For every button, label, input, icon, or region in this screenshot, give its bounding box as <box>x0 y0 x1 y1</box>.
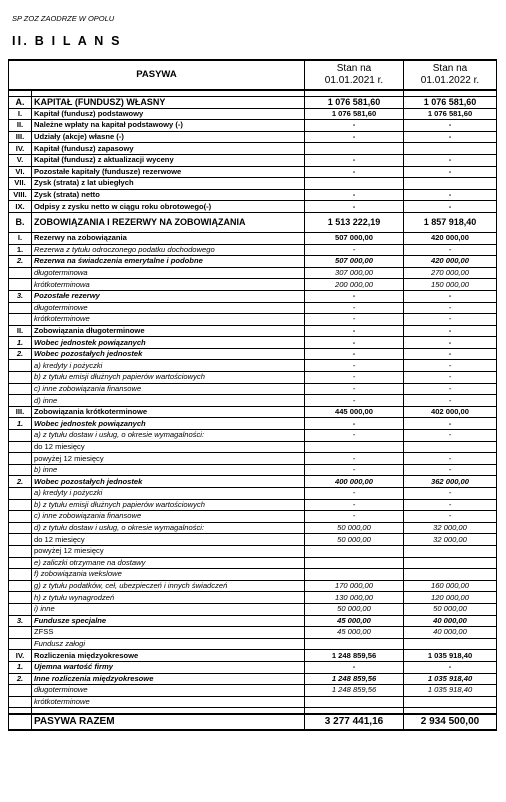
row-number: B. <box>9 212 32 232</box>
value-2022: - <box>404 302 497 314</box>
row-label: Pozostałe rezerwy <box>32 290 305 302</box>
value-2021: 45 000,00 <box>305 627 404 639</box>
value-2021: - <box>305 154 404 166</box>
value-2022: 40 000,00 <box>404 615 497 627</box>
table-row <box>9 580 497 592</box>
row-number: 1. <box>9 418 32 430</box>
value-2021: - <box>305 337 404 349</box>
table-row <box>9 511 497 523</box>
row-number <box>9 569 32 581</box>
row-number: IV. <box>9 143 32 155</box>
table-row <box>9 534 497 546</box>
value-2021 <box>305 441 404 453</box>
header-column-2022-line2: 01.01.2022 r. <box>420 75 480 86</box>
row-number <box>9 557 32 569</box>
value-2022: - <box>404 244 497 256</box>
value-2022: - <box>404 120 497 132</box>
row-number: I. <box>9 232 32 244</box>
row-number <box>9 441 32 453</box>
row-number <box>9 279 32 291</box>
row-label: Zobowiązania krótkoterminowe <box>32 406 305 418</box>
row-label: Fundusz załogi <box>32 638 305 650</box>
row-number: II. <box>9 325 32 337</box>
value-2021: - <box>305 325 404 337</box>
row-number <box>9 714 32 730</box>
row-number <box>9 580 32 592</box>
value-2022: - <box>404 189 497 201</box>
row-number <box>9 511 32 523</box>
row-number <box>9 360 32 372</box>
row-label: powyżej 12 miesięcy <box>32 545 305 557</box>
row-number <box>9 499 32 511</box>
row-number <box>9 267 32 279</box>
value-2022: 120 000,00 <box>404 592 497 604</box>
value-2022 <box>404 638 497 650</box>
row-label: Ujemna wartość firmy <box>32 661 305 673</box>
row-number <box>9 522 32 534</box>
value-2022: - <box>404 418 497 430</box>
value-2021: - <box>305 453 404 465</box>
row-label: Wobec pozostałych jednostek <box>32 348 305 360</box>
row-label: Wobec pozostałych jednostek <box>32 476 305 488</box>
value-2022: 1 035 918,40 <box>404 673 497 685</box>
table-row <box>9 557 497 569</box>
row-label: Odpisy z zysku netto w ciągu roku obrotowego(-) <box>32 201 305 213</box>
row-label: długoterminowa <box>32 267 305 279</box>
header-column-2022 <box>404 60 497 90</box>
table-row <box>9 569 497 581</box>
value-2022: - <box>404 290 497 302</box>
value-2021 <box>305 545 404 557</box>
value-2022 <box>404 178 497 190</box>
row-number: VII. <box>9 178 32 190</box>
row-number: III. <box>9 406 32 418</box>
row-label: PASYWA RAZEM <box>32 714 305 730</box>
row-number: IX. <box>9 201 32 213</box>
total-row <box>9 714 497 730</box>
row-number: IV. <box>9 650 32 662</box>
value-2022 <box>404 569 497 581</box>
value-2021 <box>305 696 404 708</box>
organization-name: SP ZOZ ZAODRZE W OPOLU <box>12 14 115 23</box>
table-header-row <box>9 60 497 90</box>
value-2021: - <box>305 166 404 178</box>
value-2021: - <box>305 395 404 407</box>
value-2021: 50 000,00 <box>305 603 404 615</box>
row-label: a) kredyty i pożyczki <box>32 360 305 372</box>
table-row <box>9 453 497 465</box>
row-label: i) inne <box>32 603 305 615</box>
table-row <box>9 348 497 360</box>
value-2022: - <box>404 453 497 465</box>
row-number <box>9 603 32 615</box>
value-2022: - <box>404 348 497 360</box>
row-number: 1. <box>9 661 32 673</box>
value-2022: 150 000,00 <box>404 279 497 291</box>
table-row <box>9 97 497 109</box>
value-2021: 400 000,00 <box>305 476 404 488</box>
value-2021: 170 000,00 <box>305 580 404 592</box>
value-2022: - <box>404 314 497 326</box>
value-2022: - <box>404 395 497 407</box>
value-2022: 32 000,00 <box>404 522 497 534</box>
table-row <box>9 603 497 615</box>
row-number <box>9 488 32 500</box>
value-2022: 50 000,00 <box>404 603 497 615</box>
value-2022: - <box>404 464 497 476</box>
table-row <box>9 685 497 697</box>
table-row <box>9 395 497 407</box>
value-2022: - <box>404 154 497 166</box>
table-row <box>9 360 497 372</box>
value-2022: 160 000,00 <box>404 580 497 592</box>
table-row <box>9 615 497 627</box>
row-label: Fundusze specjalne <box>32 615 305 627</box>
table-row <box>9 522 497 534</box>
value-2021: - <box>305 418 404 430</box>
table-row <box>9 131 497 143</box>
row-label: Zysk (strata) z lat ubiegłych <box>32 178 305 190</box>
value-2021: - <box>305 131 404 143</box>
value-2022: - <box>404 661 497 673</box>
table-row <box>9 441 497 453</box>
value-2021: - <box>305 499 404 511</box>
value-2021 <box>305 178 404 190</box>
table-row <box>9 430 497 442</box>
value-2022: 1 035 918,40 <box>404 650 497 662</box>
table-row <box>9 325 497 337</box>
row-label: Wobec jednostek powiązanych <box>32 337 305 349</box>
value-2021: 1 248 859,56 <box>305 685 404 697</box>
row-label: ZOBOWIĄZANIA I REZERWY NA ZOBOWIĄZANIA <box>32 212 305 232</box>
value-2022: - <box>404 499 497 511</box>
table-row <box>9 337 497 349</box>
value-2021: - <box>305 488 404 500</box>
value-2022: - <box>404 372 497 384</box>
value-2021: 507 000,00 <box>305 256 404 268</box>
value-2021: 130 000,00 <box>305 592 404 604</box>
header-column-2021-line1: Stan na <box>336 63 372 74</box>
table-row <box>9 650 497 662</box>
value-2021: - <box>305 383 404 395</box>
row-number <box>9 545 32 557</box>
table-row <box>9 476 497 488</box>
value-2021: 1 248 859,56 <box>305 650 404 662</box>
row-label: a) z tytułu dostaw i usług, o okresie wymagalności: <box>32 430 305 442</box>
value-2022: 32 000,00 <box>404 534 497 546</box>
row-number: I. <box>9 108 32 120</box>
value-2021 <box>305 569 404 581</box>
row-label: d) inne <box>32 395 305 407</box>
row-number <box>9 592 32 604</box>
value-2021: - <box>305 511 404 523</box>
value-2021: 445 000,00 <box>305 406 404 418</box>
value-2021: - <box>305 372 404 384</box>
value-2022 <box>404 441 497 453</box>
row-number <box>9 685 32 697</box>
row-number: V. <box>9 154 32 166</box>
table-row <box>9 120 497 132</box>
value-2022 <box>404 143 497 155</box>
table-row <box>9 314 497 326</box>
row-label: długoterminowe <box>32 302 305 314</box>
row-number <box>9 453 32 465</box>
value-2021: - <box>305 430 404 442</box>
row-label: Kapitał (fundusz) podstawowy <box>32 108 305 120</box>
table-row <box>9 189 497 201</box>
row-label: Zysk (strata) netto <box>32 189 305 201</box>
row-number <box>9 464 32 476</box>
row-number: II. <box>9 120 32 132</box>
row-number <box>9 395 32 407</box>
value-2022: - <box>404 131 497 143</box>
table-row <box>9 673 497 685</box>
value-2021: - <box>305 661 404 673</box>
row-number: 3. <box>9 615 32 627</box>
table-row <box>9 267 497 279</box>
value-2022 <box>404 557 497 569</box>
row-number <box>9 383 32 395</box>
value-2021: 307 000,00 <box>305 267 404 279</box>
header-column-2022-line1: Stan na <box>432 63 468 74</box>
table-row <box>9 627 497 639</box>
row-number: 2. <box>9 256 32 268</box>
row-label: do 12 miesięcy <box>32 534 305 546</box>
value-2021: - <box>305 244 404 256</box>
value-2022 <box>404 545 497 557</box>
row-number <box>9 372 32 384</box>
row-label: długoterminowe <box>32 685 305 697</box>
value-2022 <box>404 696 497 708</box>
value-2022: - <box>404 166 497 178</box>
row-label: Rezerwa z tytułu odroczonego podatku dochodowego <box>32 244 305 256</box>
value-2022: 2 934 500,00 <box>404 714 497 730</box>
row-label: krótkoterminowe <box>32 696 305 708</box>
row-number: 3. <box>9 290 32 302</box>
value-2021 <box>305 638 404 650</box>
table-row <box>9 256 497 268</box>
value-2022: 420 000,00 <box>404 232 497 244</box>
row-label: Wobec jednostek powiązanych <box>32 418 305 430</box>
value-2021: 1 076 581,60 <box>305 108 404 120</box>
row-label: f) zobowiązania wekslowe <box>32 569 305 581</box>
table-row <box>9 499 497 511</box>
row-number <box>9 314 32 326</box>
row-label: Inne rozliczenia międzyokresowe <box>32 673 305 685</box>
value-2022: - <box>404 337 497 349</box>
value-2021: 1 076 581,60 <box>305 97 404 109</box>
row-label: krótkoterminowa <box>32 279 305 291</box>
table-row <box>9 464 497 476</box>
value-2021: 1 248 859,56 <box>305 673 404 685</box>
value-2022: 1 035 918,40 <box>404 685 497 697</box>
value-2021: 45 000,00 <box>305 615 404 627</box>
value-2022: - <box>404 511 497 523</box>
value-2022: - <box>404 488 497 500</box>
table-row <box>9 154 497 166</box>
row-number: 2. <box>9 476 32 488</box>
row-number <box>9 627 32 639</box>
value-2021 <box>305 143 404 155</box>
row-label: Rozliczenia międzyokresowe <box>32 650 305 662</box>
value-2022: 1 076 581,60 <box>404 97 497 109</box>
value-2022: - <box>404 201 497 213</box>
table-row <box>9 232 497 244</box>
row-label: do 12 miesięcy <box>32 441 305 453</box>
liabilities-balance-table <box>8 59 497 731</box>
row-number: 2. <box>9 348 32 360</box>
value-2021: - <box>305 189 404 201</box>
row-number: VI. <box>9 166 32 178</box>
row-label: a) kredyty i pożyczki <box>32 488 305 500</box>
row-label: Zobowiązania długoterminowe <box>32 325 305 337</box>
document-heading: II. B I L A N S <box>12 34 122 48</box>
value-2021: - <box>305 302 404 314</box>
row-label: b) z tytułu emisji dłużnych papierów wartościowych <box>32 499 305 511</box>
row-label: d) z tytułu dostaw i usług, o okresie wymagalności: <box>32 522 305 534</box>
header-column-2021 <box>305 60 404 90</box>
row-label: b) z tytułu emisji dłużnych papierów wartościowych <box>32 372 305 384</box>
value-2021: - <box>305 348 404 360</box>
value-2021: - <box>305 201 404 213</box>
row-number: 1. <box>9 337 32 349</box>
row-label: Kapitał (fundusz) z aktualizacji wyceny <box>32 154 305 166</box>
value-2021: 1 513 222,19 <box>305 212 404 232</box>
row-label: Pozostałe kapitały (fundusze) rezerwowe <box>32 166 305 178</box>
value-2021: 50 000,00 <box>305 522 404 534</box>
header-label: PASYWA <box>9 60 305 90</box>
value-2021: 50 000,00 <box>305 534 404 546</box>
value-2021: 507 000,00 <box>305 232 404 244</box>
value-2022: 402 000,00 <box>404 406 497 418</box>
table-row <box>9 372 497 384</box>
row-number: 1. <box>9 244 32 256</box>
table-row <box>9 108 497 120</box>
row-number: VIII. <box>9 189 32 201</box>
table-row <box>9 279 497 291</box>
row-label: Udziały (akcje) własne (-) <box>32 131 305 143</box>
row-number <box>9 696 32 708</box>
table-row <box>9 696 497 708</box>
value-2022: 1 076 581,60 <box>404 108 497 120</box>
table-row <box>9 406 497 418</box>
value-2021: - <box>305 120 404 132</box>
row-label: c) inne zobowiązania finansowe <box>32 383 305 395</box>
row-label: b) inne <box>32 464 305 476</box>
table-row <box>9 166 497 178</box>
table-row <box>9 418 497 430</box>
value-2022: - <box>404 360 497 372</box>
table-row <box>9 638 497 650</box>
row-label: g) z tytułu podatków, ceł, ubezpieczeń i innych świadczeń <box>32 580 305 592</box>
row-number <box>9 638 32 650</box>
table-row <box>9 143 497 155</box>
value-2022: 270 000,00 <box>404 267 497 279</box>
value-2021 <box>305 557 404 569</box>
row-label: ZFSS <box>32 627 305 639</box>
row-number: 2. <box>9 673 32 685</box>
table-row <box>9 244 497 256</box>
value-2021: - <box>305 464 404 476</box>
value-2022: 362 000,00 <box>404 476 497 488</box>
value-2021: 200 000,00 <box>305 279 404 291</box>
value-2021: - <box>305 360 404 372</box>
row-number <box>9 302 32 314</box>
value-2022: - <box>404 325 497 337</box>
table-row <box>9 592 497 604</box>
row-label: Rezerwy na zobowiązania <box>32 232 305 244</box>
value-2022: 40 000,00 <box>404 627 497 639</box>
row-label: powyżej 12 miesięcy <box>32 453 305 465</box>
row-number <box>9 534 32 546</box>
table-row <box>9 545 497 557</box>
table-row <box>9 201 497 213</box>
table-row <box>9 302 497 314</box>
value-2022: - <box>404 430 497 442</box>
value-2021: 3 277 441,16 <box>305 714 404 730</box>
table-row <box>9 488 497 500</box>
table-row <box>9 178 497 190</box>
row-label: c) inne zobowiązania finansowe <box>32 511 305 523</box>
row-label: h) z tytułu wynagrodzeń <box>32 592 305 604</box>
row-label: KAPITAŁ (FUNDUSZ) WŁASNY <box>32 97 305 109</box>
row-number: III. <box>9 131 32 143</box>
row-label: e) zaliczki otrzymane na dostawy <box>32 557 305 569</box>
row-number: A. <box>9 97 32 109</box>
header-column-2021-line2: 01.01.2021 r. <box>324 75 384 86</box>
table-row <box>9 383 497 395</box>
row-label: krótkoterminowe <box>32 314 305 326</box>
table-row <box>9 212 497 232</box>
value-2021: - <box>305 314 404 326</box>
row-label: Kapitał (fundusz) zapasowy <box>32 143 305 155</box>
value-2022: 420 000,00 <box>404 256 497 268</box>
value-2022: - <box>404 383 497 395</box>
row-number <box>9 430 32 442</box>
table-row <box>9 290 497 302</box>
row-label: Należne wpłaty na kapitał podstawowy (-) <box>32 120 305 132</box>
table-row <box>9 661 497 673</box>
row-label: Rezerwa na świadczenia emerytalne i podobne <box>32 256 305 268</box>
value-2021: - <box>305 290 404 302</box>
value-2022: 1 857 918,40 <box>404 212 497 232</box>
